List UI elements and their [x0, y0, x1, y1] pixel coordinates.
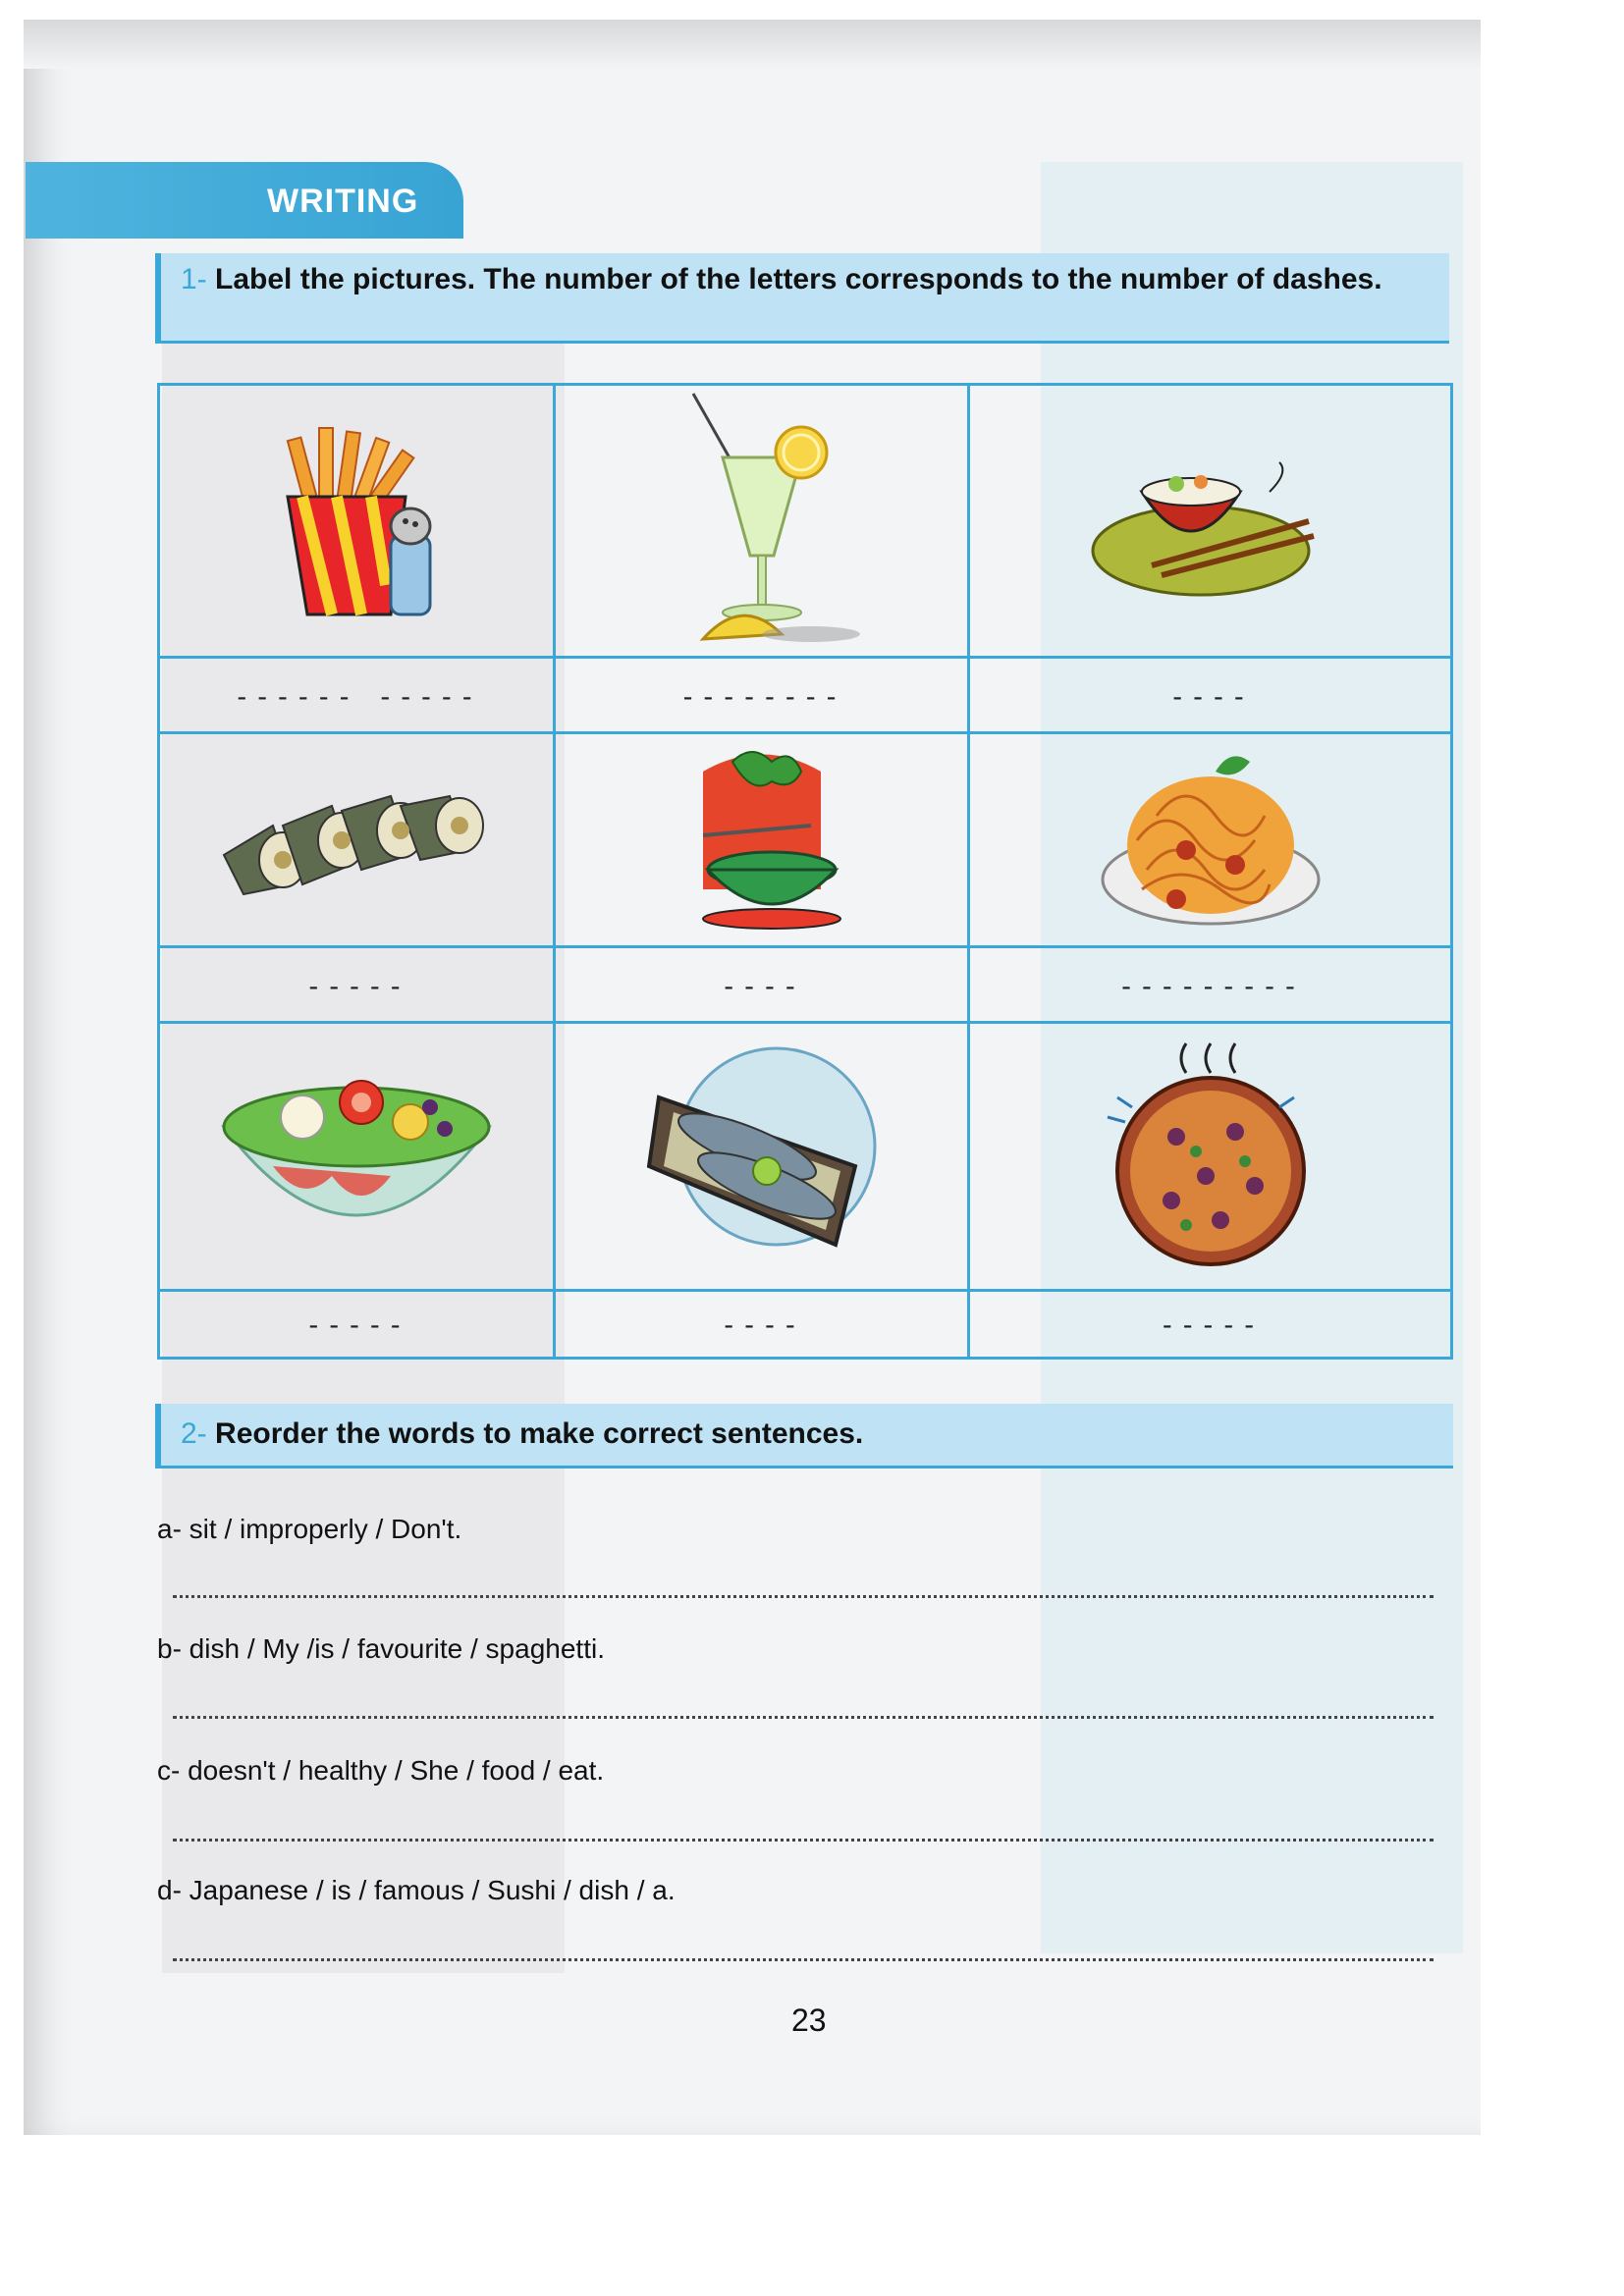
answer-line[interactable]: [173, 1839, 1434, 1842]
grid-divider: [160, 1289, 1450, 1292]
sentence-item: c- doesn't / healthy / She / food / eat.: [157, 1755, 605, 1786]
answer-dashes: -----: [304, 1308, 408, 1341]
task1-number: 1-: [181, 263, 207, 295]
lemonade-glass-icon: [556, 386, 967, 656]
task1-header: [155, 253, 1449, 344]
rice-bowl-icon: [970, 386, 1450, 656]
answer-dashes: ----: [1168, 680, 1252, 713]
answer-dashes: ------ -----: [233, 680, 480, 713]
answer-line[interactable]: [173, 1595, 1434, 1598]
answer-dashes: --------: [679, 680, 843, 713]
task2-number: 2-: [181, 1417, 207, 1450]
task2-header: [155, 1404, 1453, 1468]
task1-instruction-block: [181, 263, 1430, 296]
task1-instruction: Label the pictures. The number of the letters corresponds to the number of dashes.: [215, 263, 1382, 295]
sentence-item: a- sit / improperly / Don't.: [157, 1514, 462, 1544]
answer-line[interactable]: [173, 1716, 1434, 1719]
answer-dashes: ---------: [1117, 970, 1303, 1002]
sentence-item: d- Japanese / is / famous / Sushi / dish / a.: [157, 1875, 676, 1905]
sushi-rolls-icon: [160, 734, 553, 945]
answer-dashes: ----: [720, 970, 803, 1002]
answer-dashes: ----: [720, 1308, 803, 1341]
spaghetti-plate-icon: [970, 734, 1450, 945]
answer-dashes: -----: [304, 970, 408, 1002]
grid-divider: [160, 945, 1450, 948]
section-label: WRITING: [267, 183, 419, 220]
page-number: 23: [791, 2002, 827, 2038]
answer-dashes: -----: [1159, 1308, 1262, 1341]
picture-label-grid: [157, 383, 1453, 1360]
grid-divider: [160, 656, 1450, 659]
french-fries-icon: [160, 386, 553, 656]
scan-shadow: [24, 20, 1481, 69]
pizza-icon: [970, 1024, 1450, 1289]
sentence-item: b- dish / My /is / favourite / spaghetti.: [157, 1633, 605, 1664]
task2-instruction-block: [181, 1417, 1434, 1451]
answer-line[interactable]: [173, 1958, 1434, 1961]
fish-tray-icon: [556, 1024, 967, 1289]
task2-instruction: Reorder the words to make correct sentences.: [215, 1417, 864, 1450]
soup-bowl-icon: [556, 734, 967, 945]
salad-bowl-icon: [160, 1024, 553, 1289]
